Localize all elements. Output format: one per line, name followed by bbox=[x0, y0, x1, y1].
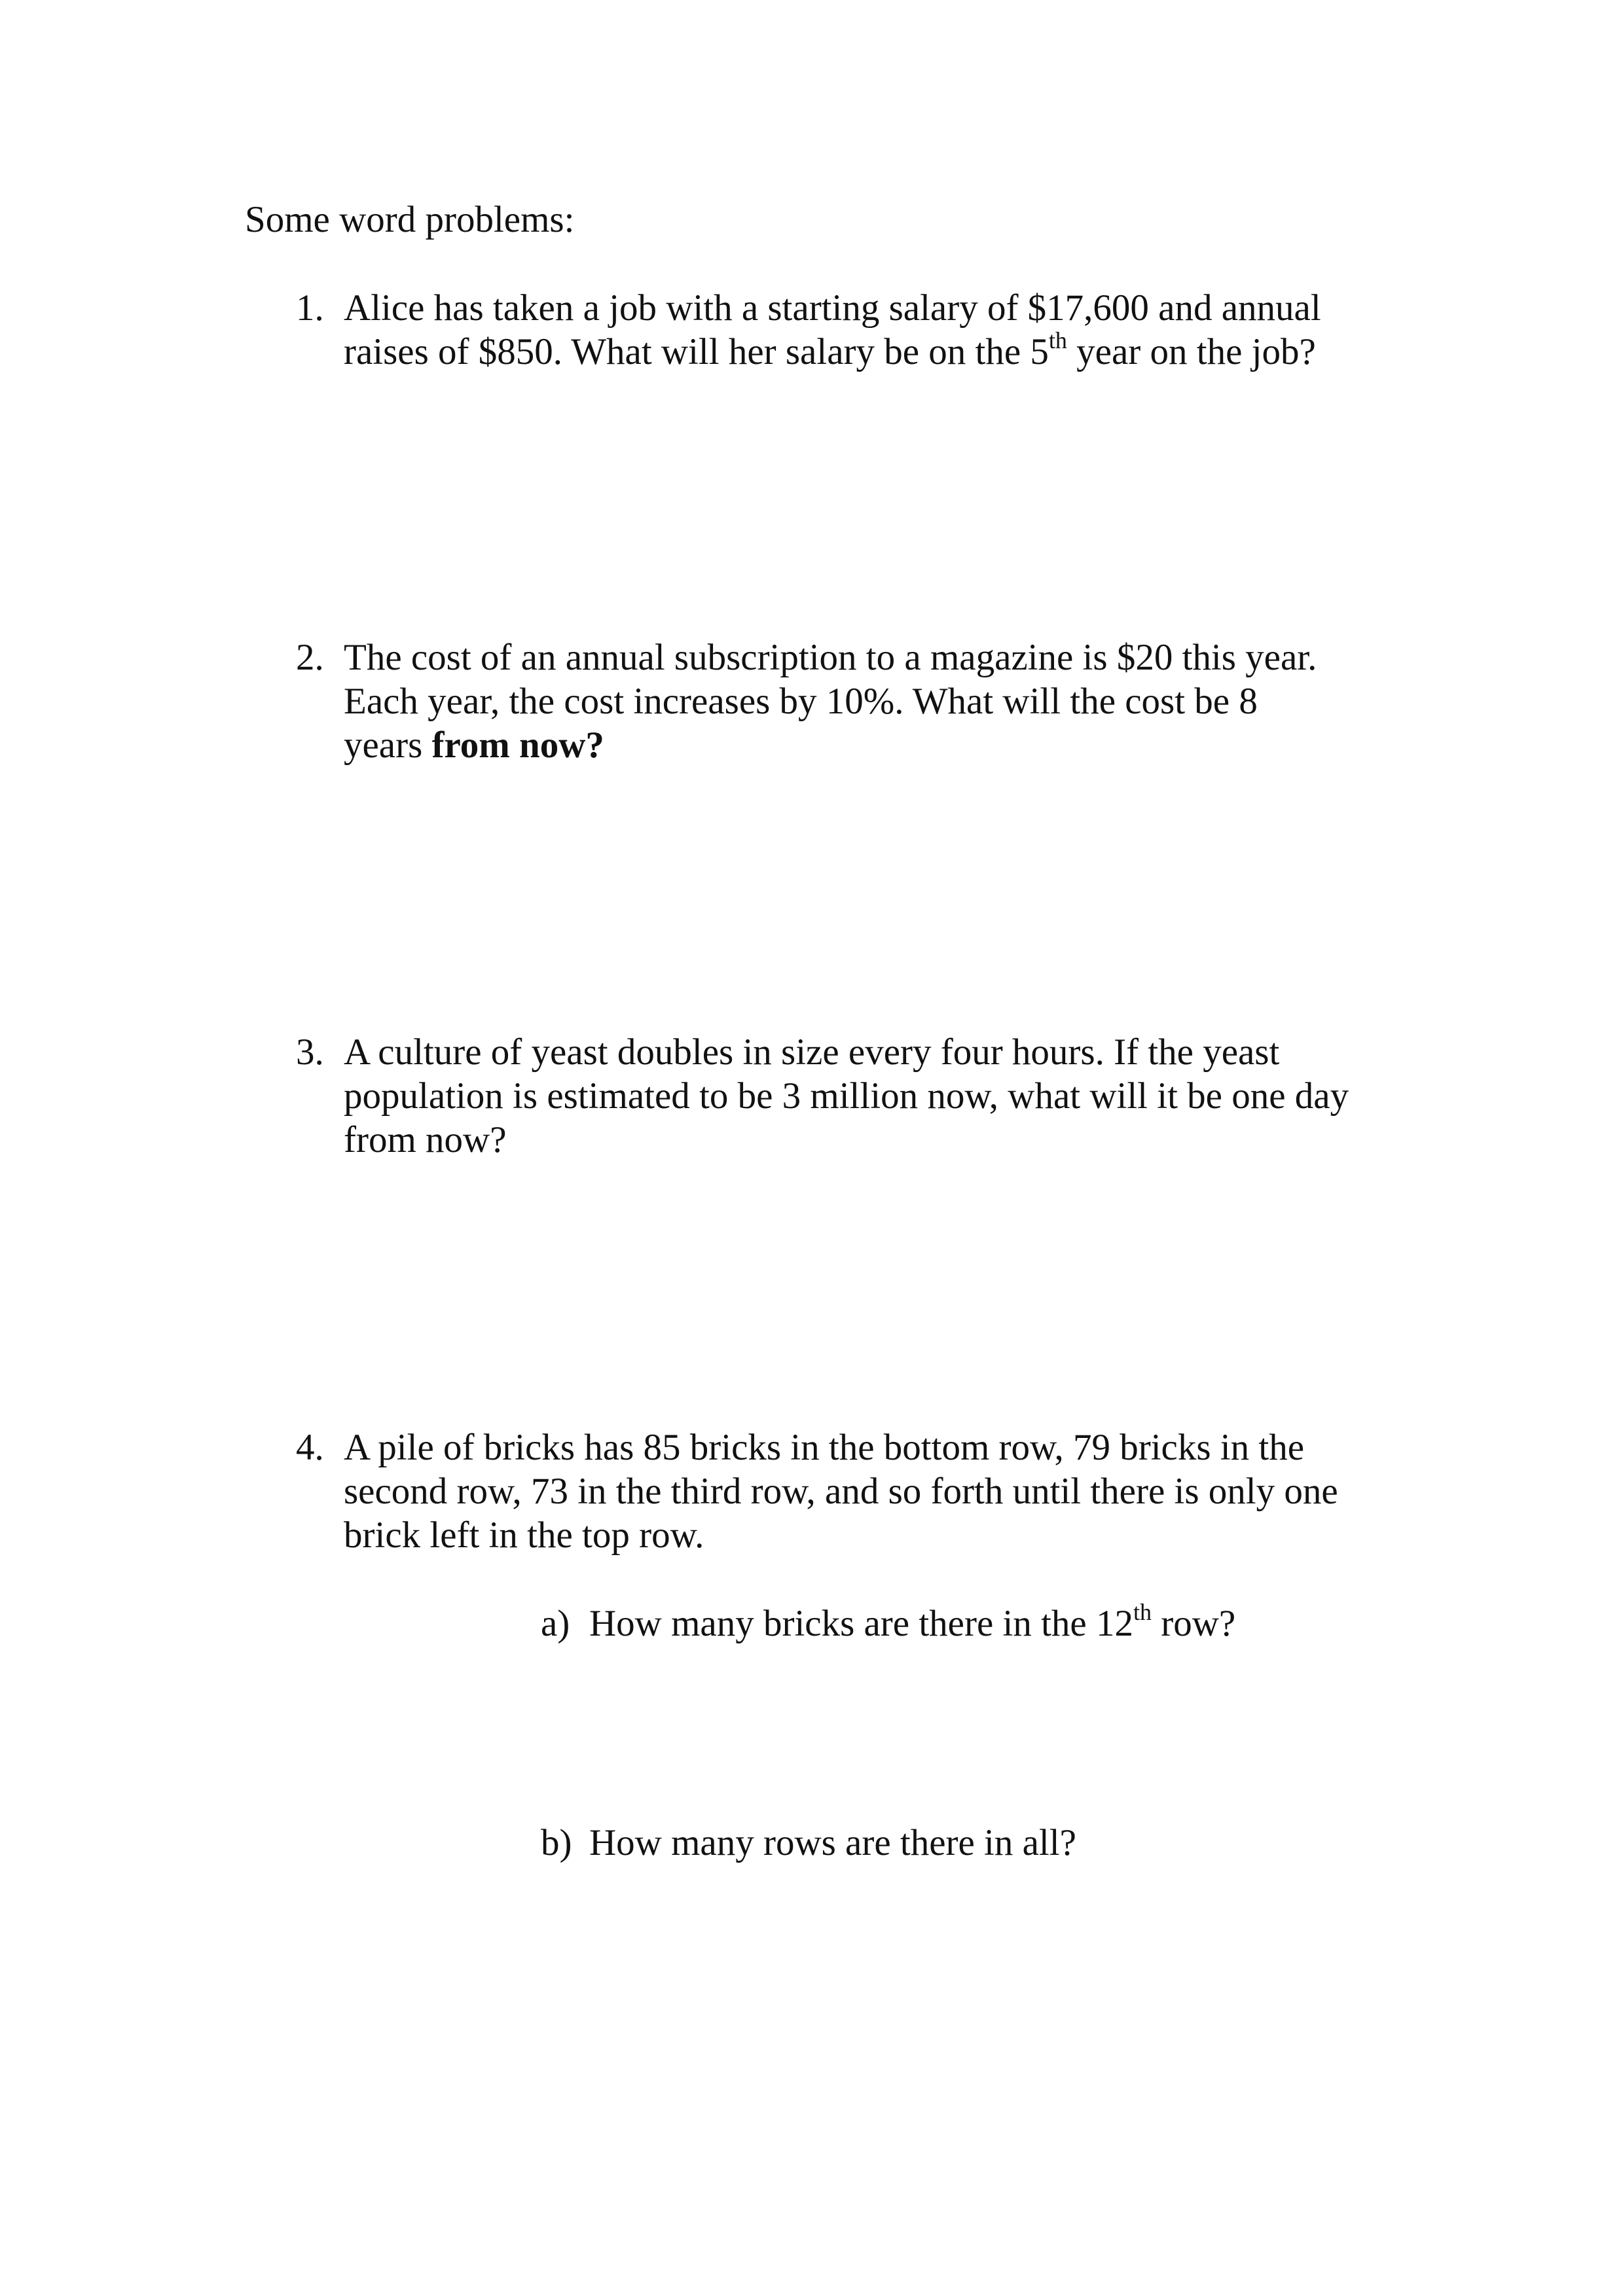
problem-2-bold-text: from now? bbox=[431, 725, 604, 766]
problem-2-number: 2. bbox=[296, 637, 324, 678]
subpart-b-text: How many rows are there in all? bbox=[589, 1822, 1076, 1863]
problem-2-line-2: Each year, the cost increases by 10%. What will the cost be 8 bbox=[344, 681, 1258, 722]
problem-3-line-2: population is estimated to be 3 million now, what will it be one day bbox=[344, 1075, 1349, 1117]
subpart-a-text-before: How many bricks are there in the 12 bbox=[589, 1603, 1133, 1644]
problem-1-number: 1. bbox=[296, 287, 324, 329]
problem-1-line-2-tail: year on the job? bbox=[1067, 331, 1316, 372]
subpart-a-text-after: row? bbox=[1152, 1603, 1236, 1644]
problem-1-superscript: th bbox=[1048, 327, 1067, 353]
problem-3-number: 3. bbox=[296, 1031, 324, 1073]
problem-3-line-3: from now? bbox=[344, 1119, 507, 1160]
subpart-b-label: b) bbox=[541, 1822, 572, 1863]
problem-4-line-1: A pile of bricks has 85 bricks in the bottom row, 79 bricks in the bbox=[344, 1427, 1304, 1468]
problem-4-line-2: second row, 73 in the third row, and so forth until there is only one bbox=[344, 1471, 1338, 1512]
problem-2-line-3-text: years bbox=[344, 725, 432, 766]
problem-3-line-1: A culture of yeast doubles in size every four hours. If the yeast bbox=[344, 1031, 1280, 1073]
problem-2-line-1: The cost of an annual subscription to a magazine is $20 this year. bbox=[344, 637, 1317, 678]
subpart-a-superscript: th bbox=[1133, 1599, 1152, 1625]
problem-1-line-2 bbox=[344, 327, 1316, 374]
problem-2-line-3 bbox=[344, 723, 604, 768]
worksheet-heading: Some word problems: bbox=[245, 199, 575, 240]
problem-4-line-3: brick left in the top row. bbox=[344, 1515, 704, 1556]
subpart-a-text bbox=[589, 1599, 1236, 1646]
problem-1-line-1: Alice has taken a job with a starting salary of $17,600 and annual bbox=[344, 287, 1321, 329]
subpart-a-label: a) bbox=[541, 1603, 570, 1644]
problem-4-number: 4. bbox=[296, 1427, 324, 1468]
problem-1-line-2-text: raises of $850. What will her salary be on the 5 bbox=[344, 331, 1049, 372]
